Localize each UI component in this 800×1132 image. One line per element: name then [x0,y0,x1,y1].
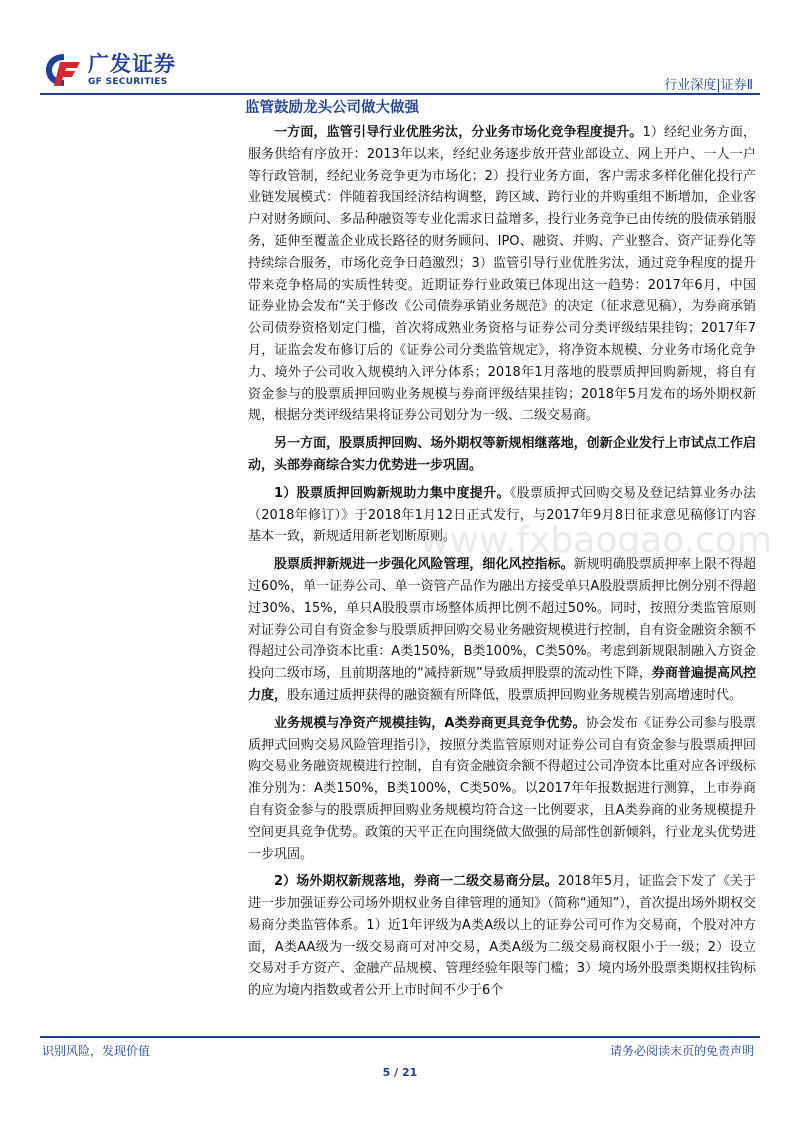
paragraph-1-text: 1）经纪业务方面，服务供给有序放开：2013年以来，经纪业务逐步放开营业部设立、网上开户、一人一户等行政管制，经纪业务竞争更为市场化；2）投行业务方面，客户需求多样化催化投行产业链发展模式：伴随着我国经济结构调整，跨区域、跨行业的并购重组不断增加，企业客户对财务顾问、多品种融资等专业化需求日益增多，投行业务竞争已由传统的股债承销服务，延伸至覆盖企业成长路径的财务顾问、IPO、融资、并购、产业整合、资产证券化等持续综合服务，市场化竞争日趋激烈；3）监管引导行业优胜劣汰，通过竞争程度的提升带来竞争格局的实质性转变。近期证券行业政策已体现出这一趋势：2017年6月，中国证券业协会发布“关于修改《公司债券承销业务规范》的决定（征求意见稿），为券商承销公司债券资格划定门槛，首次将成熟业务资格与证券公司分类评级结果挂钩；2017年7月，证监会发布修订后的《证券公司分类监管规定》，将净资本规模、分业务市场化竞争力、境外子公司收入规模纳入评分体系；2018年1月落地的股票质押回购新规，将自有资金参与的股票质押回购业务规模与券商评级结果挂钩；2018年5月发布的场外期权新规，根据分类评级结果将证券公司划分为一级、二级交易商。 [248,125,756,424]
paragraph-6-text: 2018年5月，证监会下发了《关于进一步加强证券公司场外期权业务自律管理的通知》（简称“通知”），首次提出场外期权交易商分类监管体系。1）近1年评级为A类A级以上的证券公司可作为交易商，个股对冲方面，A类AA级为一级交易商可对冲交易，A类A级为二级交易商权限小于一级；2）设立交易对手方资产、金融产品规模、管理经验年限等门槛；3）境内场外股票类期权挂钩标的应为境内指数或者公开上市时间不少于6个 [248,874,757,999]
paragraph-5-text: 协会发布《证券公司参与股票质押式回购交易风险管理指引》，按照分类监管原则对证券公司自有资金参与股票质押回购交易业务融资规模进行控制，自有资金融资余额不得超过公司净资本比重对应各评级标准分别为：A类150%，B类100%，C类50%。以2017年年报数据进行测算，上市券商自有资金参与的股票质押回购业务规模均符合这一比例要求，且A类券商的业务规模提升空间更具竞争优势。政策的天平正在向围绕做大做强的局部性创新倾斜，行业龙头优势进一步巩固。 [248,715,756,862]
logo-chinese-name: 广发证券 [88,51,176,76]
paragraph-2 [248,433,756,477]
watermark: www.fxbaogao.com [420,520,773,561]
paragraph-1-lead: 一方面，监管引导行业优胜劣汰，分业务市场化竞争程度提升。 [274,125,643,140]
footer-divider [40,1036,760,1038]
paragraph-4-bold-mid: 券商普遍提高风控力度， [248,666,756,703]
section-title: 监管鼓励龙头公司做大做强 [245,100,419,116]
company-logo [44,52,176,88]
report-type-label: 行业深度|证券Ⅱ [664,78,753,93]
paragraph-3 [248,483,756,548]
paragraph-3-text: 《股票质押式回购交易及登记结算业务办法（2018年修订）》于2018年1月12日正式发行，与2017年9月8日征求意见稿修订内容基本一致，新规适用新老划断原则。 [248,485,756,545]
paragraph-3-lead: 1）股票质押回购新规助力集中度提升。 [274,485,510,501]
paragraph-5 [248,713,756,866]
main-content [245,98,757,1008]
paragraph-4-lead: 股票质押新规进一步强化风险管理，细化风控指标。 [274,557,574,573]
paragraph-1 [248,122,756,427]
footer-slogan: 识别风险，发现价值 [42,1044,151,1058]
gf-logo-icon [44,52,84,88]
paragraph-6 [248,871,756,1002]
page-number: 5 / 21 [382,1066,418,1079]
paragraph-5-lead: 业务规模与净资产规模挂钩，A类券商更具竞争优势。 [274,715,586,731]
logo-english-name: GF SECURITIES [88,76,168,87]
page-header [0,0,800,100]
footer-disclaimer: 请务必阅读末页的免责声明 [609,1044,754,1058]
header-divider [40,93,760,95]
paragraph-4-text2: 股东通过质押获得的融资额有所降低，股票质押回购业务规模告别高增速时代。 [287,687,743,703]
paragraph-4 [248,554,756,707]
paragraph-6-lead: 2）场外期权新规落地，券商一二级交易商分层。 [274,874,558,890]
paragraph-2-lead: 另一方面，股票质押回购、场外期权等新规相继落地，创新企业发行上市试点工作启动，头部券商综合实力优势进一步巩固。 [248,436,756,473]
paragraph-4-text: 新规明确股票质押率上限不得超过60%，单一证券公司、单一资管产品作为融出方接受单只A股股票质押比例分别不得超过30%、15%，单只A股股票市场整体质押比例不超过50%。同时，按照分类监管原则对证券公司自有资金参与股票质押回购交易业务融资规模进行控制，自有资金融资余额不得超过公司净资本比重：A类150%，B类100%，C类50%。考虑到新规限制融入方资金投向二级市场，且前期落地的“减持新规”导致质押股票的流动性下降， [248,557,756,682]
